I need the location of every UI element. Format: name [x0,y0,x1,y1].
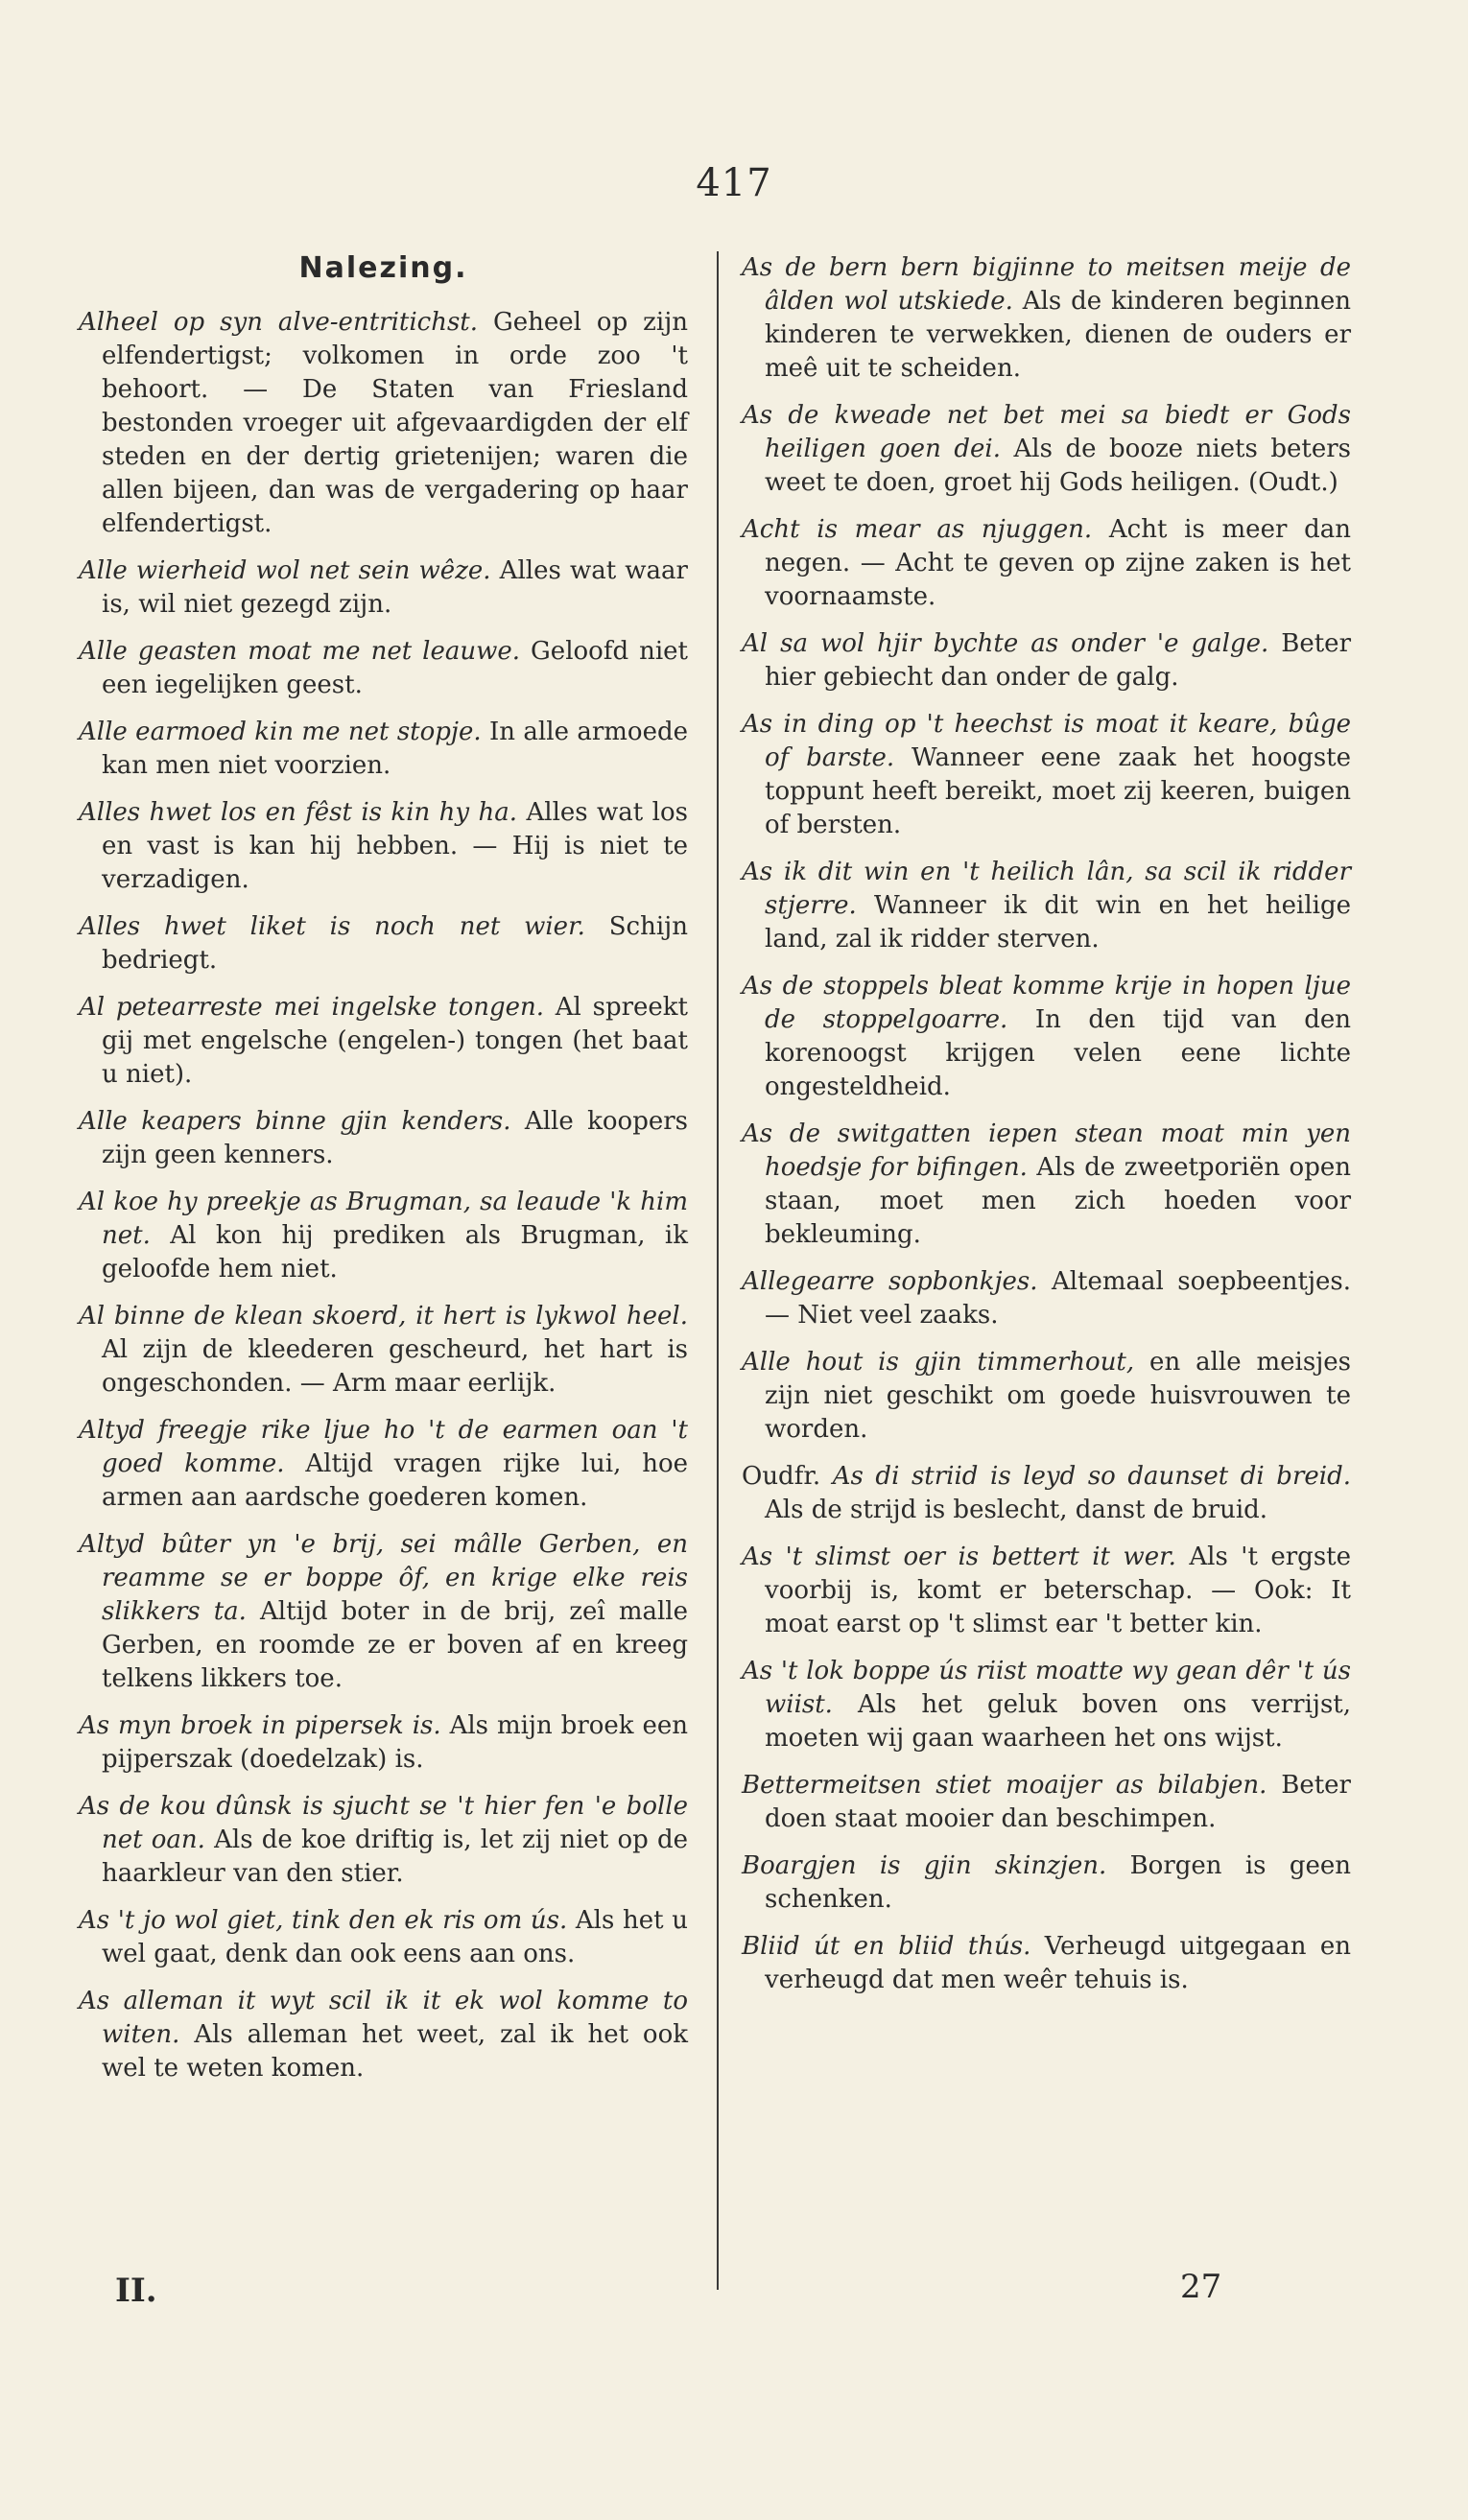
frisian-proverb: As in ding op 't heechst is moat it keare, bûge of barste. [742,710,1351,772]
frisian-proverb: Alle earmoed kin me net stopje. [79,718,482,746]
proverb-entry [79,1790,688,1891]
dutch-translation: Beter hier gebiecht dan onder de galg. [765,629,1351,692]
frisian-proverb: Alle hout is gjin timmerhout, [742,1348,1135,1377]
dutch-translation: Acht is meer dan negen. — Acht te geven op zijne zaken is het voornaamste. [765,515,1351,611]
dutch-translation: Als de booze niets beters weet te doen, groet hij Gods heiligen. (Oudt.) [765,435,1352,497]
dutch-translation: Als het u wel gaat, denk dan ook eens aan ons. [102,1906,688,1968]
frisian-proverb: As de bern bern bigjinne to meitsen meije de âlden wol utskiede. [742,253,1351,316]
proverb-entry [79,796,688,897]
frisian-proverb: As myn broek in pipersek is. [79,1711,441,1740]
frisian-proverb: Al koe hy preekje as Brugman, sa leaude 'k him net. [79,1188,688,1250]
dutch-translation: Al zijn de kleederen gescheurd, het hart is ongeschonden. — Arm maar eerlijk. [102,1335,688,1398]
proverb-entry [79,1904,688,1971]
frisian-proverb: Alle geasten moat me net leauwe. [79,637,521,666]
dutch-translation: Wanneer ik dit win en het heilige land, zal ik ridder sterven. [765,891,1351,954]
frisian-proverb: Altyd freegje rike ljue ho 't de earmen oan 't goed komme. [79,1416,688,1478]
dutch-translation: Altemaal soepbeentjes. — Niet veel zaaks. [765,1267,1352,1330]
proverb-entry [742,1930,1351,1997]
frisian-proverb: Allegearre sopbonkjes. [742,1267,1038,1296]
dutch-translation: Als de strijd is beslecht, danst de bruid. [765,1496,1268,1524]
proverb-entry [742,399,1351,500]
proverb-entry [79,306,688,541]
proverb-entry [79,1528,688,1696]
proverb-entry [742,513,1351,614]
dutch-translation: Als het geluk boven ons verrijst, moeten wij gaan waarheen het ons wijst. [765,1690,1351,1753]
frisian-proverb: As de switgatten iepen stean moat min yen hoedsje for bifingen. [742,1119,1351,1182]
proverb-entry [742,1655,1351,1755]
frisian-proverb: Al sa wol hjir bychte as onder 'e galge. [742,629,1269,658]
proverb-entry [79,1414,688,1515]
proverb-entry [742,708,1351,842]
dutch-translation: Geheel op zijn elfendertigst; volkomen in orde zoo 't behoort. — De Staten van Friesland bestonden vroeger uit afgevaardigden der elf steden en der dertig grietenijen; waren die allen bijeen, dan was de vergadering op haar elfendertigst. [102,308,689,538]
frisian-proverb: Al binne de klean skoerd, it hert is lykwol heel. [79,1302,688,1331]
frisian-proverb: Alles hwet liket is noch net wier. [79,912,585,941]
proverb-entry [79,991,688,1092]
dutch-translation: In den tijd van den korenoogst krijgen velen eene lichte ongesteldheid. [765,1005,1351,1101]
proverb-entry [79,716,688,783]
dutch-translation: Schijn bedriegt. [102,912,688,975]
proverb-entry [79,1300,688,1401]
frisian-proverb: Alle keapers binne gjin kenders. [79,1107,511,1136]
proverb-entry [742,627,1351,695]
language-prefix: Oudfr. [742,1462,833,1491]
proverb-entry [742,856,1351,956]
left-entries [79,306,688,2085]
frisian-proverb: As de kou dûnsk is sjucht se 't hier fen 'e bolle net oan. [79,1792,688,1854]
dutch-translation: Altijd boter in de brij, zeî malle Gerben, en roomde ze er boven af en kreeg telkens likkers toe. [102,1597,688,1693]
proverb-entry [79,1985,688,2085]
dutch-translation: Geloofd niet een iegelijken geest. [102,637,688,699]
right-entries [742,251,1351,1997]
left-column [79,251,688,2099]
dutch-translation: en alle meisjes zijn niet geschikt om goede huisvrouwen te worden. [765,1348,1351,1444]
signature-mark-right: 27 [1180,2268,1222,2306]
frisian-proverb: As de kweade net bet mei sa biedt er Gods heiligen goen dei. [742,401,1351,463]
dutch-translation: Verheugd uitgegaan en verheugd dat men weêr tehuis is. [765,1932,1352,1994]
dutch-translation: Beter doen staat mooier dan beschimpen. [765,1771,1351,1833]
dutch-translation: Borgen is geen schenken. [765,1851,1352,1914]
frisian-proverb: Alles hwet los en fêst is kin hy ha. [79,798,518,827]
proverb-entry [742,1346,1351,1447]
frisian-proverb: Acht is mear as njuggen. [742,515,1093,544]
proverb-entry [742,1541,1351,1641]
dutch-translation: Al kon hij prediken als Brugman, ik geloofde hem niet. [102,1221,688,1284]
proverb-entry [742,1769,1351,1836]
proverb-entry [742,1849,1351,1917]
right-column [742,251,1351,2011]
dutch-translation: Als mijn broek een pijperszak (doedelzak) is. [102,1711,688,1774]
proverb-entry [742,1118,1351,1252]
proverb-entry [742,1460,1351,1527]
frisian-proverb: As di striid is leyd so daunset di breid. [832,1462,1351,1491]
dutch-translation: In alle armoede kan men niet voorzien. [102,718,688,780]
frisian-proverb: As 't jo wol giet, tink den ek ris om ús. [79,1906,568,1935]
frisian-proverb: As de stoppels bleat komme krije in hopen ljue de stoppelgoarre. [742,972,1351,1034]
frisian-proverb: As alleman it wyt scil ik it ek wol komme to witen. [79,1987,688,2049]
frisian-proverb: Altyd bûter yn 'e brij, sei mâlle Gerben, en reamme se er boppe ôf, en krige elke reis slikkers ta. [79,1530,688,1626]
dutch-translation: Als alleman het weet, zal ik het ook wel te weten komen. [102,2020,688,2083]
proverb-entry [742,251,1351,386]
frisian-proverb: Bliid út en bliid thús. [742,1932,1031,1961]
proverb-entry [79,1105,688,1172]
dutch-translation: Al spreekt gij met engelsche (engelen-) tongen (het baat u niet). [102,993,688,1089]
proverb-entry [79,554,688,622]
frisian-proverb: Alle wierheid wol net sein wêze. [79,556,491,585]
dutch-translation: Altijd vragen rijke lui, hoe armen aan aardsche goederen komen. [102,1449,688,1512]
frisian-proverb: As ik dit win en 't heilich lân, sa scil ik ridder stjerre. [742,858,1351,920]
dutch-translation: Als 't ergste voorbij is, komt er beterschap. — Ook: It moat earst op 't slimst ear 't better kin. [765,1543,1351,1638]
dutch-translation: Alles wat waar is, wil niet gezegd zijn. [102,556,688,619]
proverb-entry [79,635,688,702]
proverb-entry [79,1186,688,1286]
dutch-translation: Wanneer eene zaak het hoogste toppunt heeft bereikt, moet zij keeren, buigen of bersten. [765,743,1351,839]
dutch-translation: Alle koopers zijn geen kenners. [102,1107,689,1169]
section-title: Nalezing. [298,251,468,285]
frisian-proverb: Alheel op syn alve-entritichst. [79,308,479,337]
frisian-proverb: As 't lok boppe ús riist moatte wy gean dêr 't ús wiist. [742,1657,1351,1719]
dutch-translation: Als de koe driftig is, let zij niet op de haarkleur van den stier. [102,1825,688,1888]
proverb-entry [79,910,688,977]
dutch-translation: Als de kinderen beginnen kinderen te verwekken, dienen de ouders er meê uit te scheiden. [765,287,1351,383]
page-number: 417 [696,161,772,205]
dutch-translation: Alles wat los en vast is kan hij hebben. — Hij is niet te verzadigen. [102,798,688,894]
proverb-entry [79,1709,688,1777]
frisian-proverb: Al petearreste mei ingelske tongen. [79,993,545,1022]
column-divider [717,251,719,2290]
frisian-proverb: Bettermeitsen stiet moaijer as bilabjen. [742,1771,1267,1800]
frisian-proverb: As 't slimst oer is bettert it wer. [742,1543,1176,1571]
frisian-proverb: Boargjen is gjin skinzjen. [742,1851,1107,1880]
signature-mark-left: II. [115,2272,157,2310]
dutch-translation: Als de zweetporiën open staan, moet men zich hoeden voor bekleuming. [765,1153,1351,1249]
proverb-entry [742,970,1351,1104]
proverb-entry [742,1265,1351,1332]
